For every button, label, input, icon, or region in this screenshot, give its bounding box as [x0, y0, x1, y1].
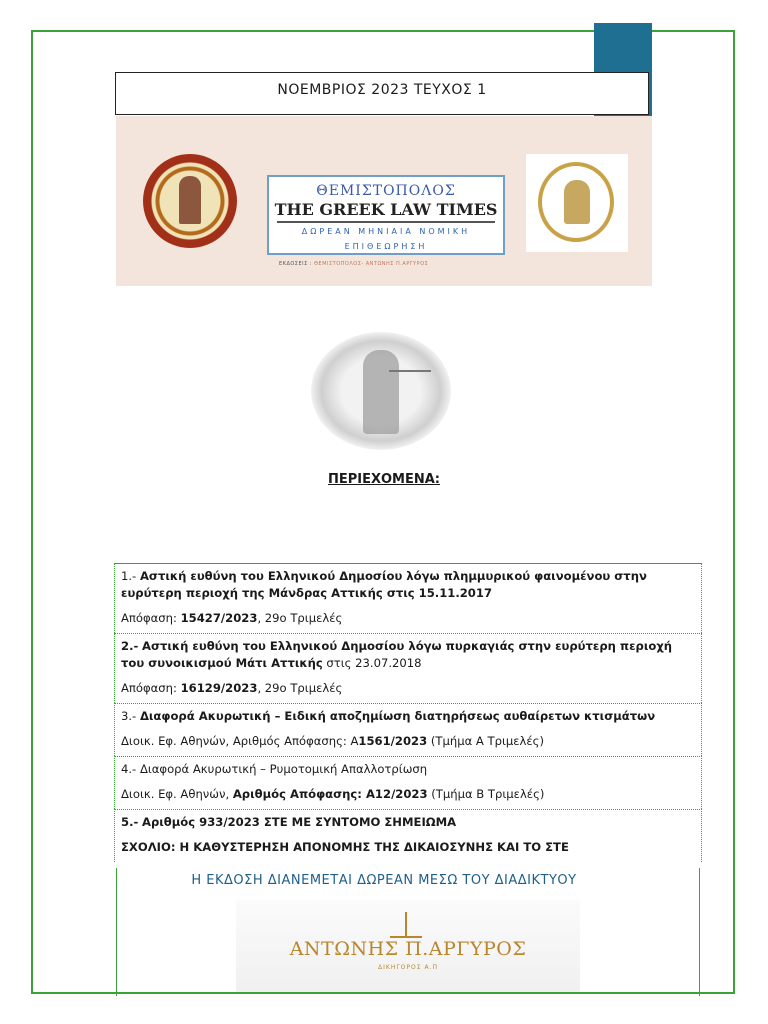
entry-3-number: 3.- — [121, 709, 137, 723]
contents-list — [114, 563, 702, 862]
contents-entry-1 — [114, 563, 702, 633]
entry-2-number: 2.- — [121, 639, 139, 653]
entry-3-meta-label: Διοικ. Εφ. Αθηνών, Αριθμός Απόφασης: Α — [121, 734, 359, 748]
entry-2-title: Αστική ευθύνη του Ελληνικού Δημοσίου λόγω πυρκαγιάς στην ευρύτερη περιοχή του συνοικισμού Μάτι Αττικής — [121, 639, 673, 670]
entry-2-date: στις 23.07.2018 — [322, 656, 422, 670]
entry-1-title: Αστική ευθύνη του Ελληνικού Δημοσίου λόγω πλημμυρικού φαινομένου στην ευρύτερη περιοχή της Μάνδρας Αττικής στις 15.11.2017 — [121, 569, 647, 600]
entry-4-court: (Τμήμα Β Τριμελές) — [427, 787, 545, 801]
entry-3-court: (Τμήμα Α Τριμελές) — [427, 734, 544, 748]
entry-1-decision: 15427/2023 — [180, 611, 258, 625]
subtitle-line-2: ΕΠΙΘΕΩΡΗΣΗ — [344, 242, 428, 251]
logo-name: ΑΝΤΩΝΗΣ Π.ΑΡΓΥΡΟΣ — [289, 938, 527, 960]
caption-author: ΑΝΤΩΝΗΣ Π.ΑΡΓΥΡΟΣ — [365, 261, 429, 267]
lady-justice-image — [311, 332, 451, 450]
entry-5-number: 5.- — [121, 815, 139, 829]
issue-line: ΝΟΕΜΒΡΙΟΣ 2023 ΤΕΥΧΟΣ 1 — [277, 82, 487, 98]
caption-name: ΘΕΜΙΣΤΟΠΟΛΟΣ- — [314, 261, 364, 267]
banner-caption — [279, 261, 428, 267]
contents-entry-5 — [114, 809, 702, 862]
entry-2-decision: 16129/2023 — [180, 681, 258, 695]
ancient-seal-icon — [143, 154, 237, 248]
entry-1-meta-label: Απόφαση: — [121, 611, 177, 625]
entry-1-court: , 29ο Τριμελές — [257, 611, 343, 625]
entry-4-title: Διαφορά Ακυρωτική – Ρυμοτομική Απαλλοτρίωση — [139, 762, 428, 776]
masthead-title-box — [267, 175, 505, 255]
contents-heading: ΠΕΡΙΕΧΟΜΕΝΑ: — [327, 472, 441, 487]
entry-3-title: Διαφορά Ακυρωτική – Ειδική αποζημίωση διατηρήσεως αυθαίρετων κτισμάτων — [139, 709, 656, 723]
greek-title: ΘΕΜΙΣΤΟΠΟΛΟΣ — [316, 183, 456, 199]
law-office-logo — [236, 900, 580, 992]
contents-entry-3 — [114, 703, 702, 756]
entry-4-number: 4.- — [121, 762, 137, 776]
contents-entry-4 — [114, 756, 702, 809]
contents-entry-2 — [114, 633, 702, 703]
english-title: THE GREEK LAW TIMES — [274, 200, 498, 219]
masthead-banner — [116, 116, 652, 286]
logo-role: ΔΙΚΗΓΟΡΟΣ Α.Π — [378, 964, 438, 971]
entry-3-decision: 1561/2023 — [358, 734, 428, 748]
justice-seal-icon — [526, 154, 628, 252]
entry-1-number: 1.- — [121, 569, 137, 583]
entry-4-meta-label: Διοικ. Εφ. Αθηνών, — [121, 787, 233, 801]
scales-icon — [390, 912, 422, 938]
entry-4-decision: Αριθμός Απόφασης: Α12/2023 — [232, 787, 428, 801]
entry-2-court: , 29ο Τριμελές — [257, 681, 343, 695]
subtitle-line-1: ΔΩΡΕΑΝ ΜΗΝΙΑΙΑ ΝΟΜΙΚΗ — [301, 227, 471, 236]
title-divider — [277, 221, 495, 223]
entry-5-title: Αριθμός 933/2023 ΣΤΕ ΜΕ ΣΥΝΤΟΜΟ ΣΗΜΕΙΩΜΑ — [141, 815, 457, 829]
entry-5-comment: ΣΧΟΛΙΟ: Η ΚΑΘΥΣΤΕΡΗΣΗ ΑΠΟΝΟΜΗΣ ΤΗΣ ΔΙΚΑΙΟΣΥΝΗΣ ΚΑΙ ΤΟ ΣΤΕ — [121, 840, 569, 854]
issue-header — [115, 72, 649, 115]
caption-prefix: ΕΚΔΟΣΕΙΣ : — [279, 261, 313, 267]
free-distribution-note: Η ΕΚΔΟΣΗ ΔΙΑΝΕΜΕΤΑΙ ΔΩΡΕΑΝ ΜΕΣΩ ΤΟΥ ΔΙΑΔΙΚΤΥΟΥ — [191, 873, 577, 888]
entry-2-meta-label: Απόφαση: — [121, 681, 177, 695]
